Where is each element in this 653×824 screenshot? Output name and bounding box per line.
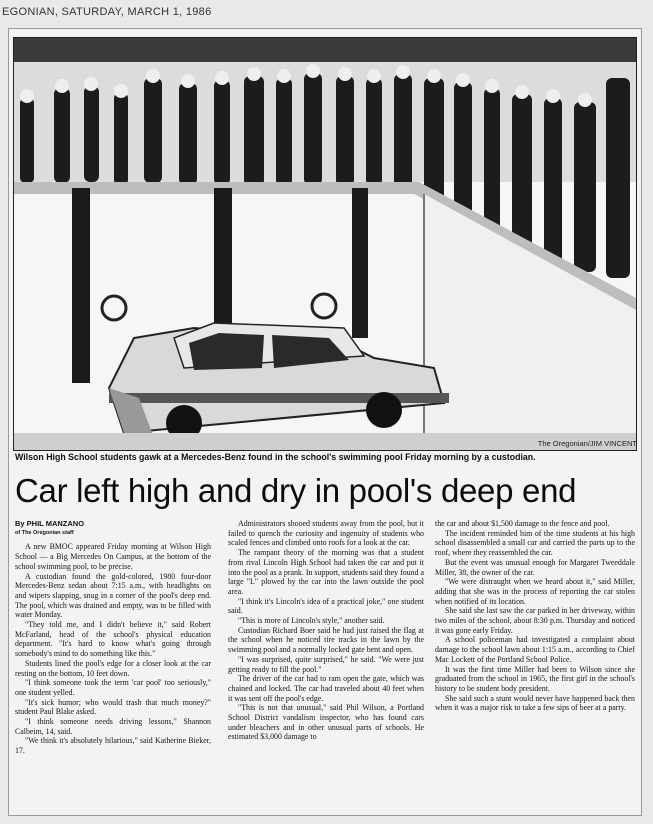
paragraph: "We think it's absolutely hilarious," said Katherine Bieker, 17. bbox=[15, 736, 211, 756]
paragraph: "I think it's Lincoln's idea of a practical joke," one student said. bbox=[228, 596, 424, 616]
paragraph: A custodian found the gold-colored, 1980 four-door Mercedes-Benz sedan about 7:15 a.m., with headlights on and wipers slapping, snug in a corner of the pool's deep end. The pool, which was drained and empty, was to be filled with water Monday. bbox=[15, 571, 211, 620]
paragraph: "They told me, and I didn't believe it," said Robert McFarland, head of the school's physical education department. "It's hard to know what's going through somebody's mind to do something like this." bbox=[15, 620, 211, 659]
paragraph: A new BMOC appeared Friday morning at Wilson High School — a Big Mercedes On Campus, at the bottom of the school swimming pool, to be precise. bbox=[15, 542, 211, 571]
paragraph: "This is not that unusual," said Phil Wilson, a Portland School District vandalism inspector, who has found cars under bleachers and in other unusual parts of schools. He estimated $3,000 damage to bbox=[228, 703, 424, 742]
paragraph: She said such a stunt would never have happened back then when it was a major risk to take a few sips of beer at a party. bbox=[435, 693, 635, 713]
paragraph: It was the first time Miller had been to Wilson since she graduated from the school in 1965, the first girl in the school's history to be student body president. bbox=[435, 664, 635, 693]
article-column-3 bbox=[435, 519, 635, 713]
photo-caption: Wilson High School students gawk at a Mercedes-Benz found in the school's swimming pool Friday morning by a custodian. bbox=[15, 452, 536, 462]
paragraph: Custodian Richard Boer said he had just raised the flag at the school when he noticed tire tracks in the lawn by the swimming pool and a normally locked gate bent and open. bbox=[228, 625, 424, 655]
paragraph: The incident reminded him of the time students at his high school disassembled a small car and carried the parts up to the roof, where they reassembled the car. bbox=[435, 528, 635, 558]
masthead: EGONIAN, SATURDAY, MARCH 1, 1986 bbox=[2, 6, 212, 18]
photo-illustration bbox=[14, 38, 636, 450]
paragraph: But the event was unusual enough for Margaret Tweeddale Miller, 38, the owner of the car. bbox=[435, 557, 635, 577]
paragraph: "I think someone needs driving lessons," Shannon Calbeim, 14, said. bbox=[15, 717, 211, 736]
paragraph: "We were distraught when we heard about it," said Miller, adding that she was in the process of reporting the car stolen when notified of its location. bbox=[435, 577, 635, 606]
photo-credit: The Oregonian/JIM VINCENT bbox=[537, 439, 637, 448]
paragraph: "I was surprised, quite surprised," he said. "We were just getting ready to fill the pool." bbox=[228, 654, 424, 674]
newspaper-page bbox=[8, 28, 642, 816]
paragraph: "It's sick humor; who would trash that much money?" student Paul Blake asked. bbox=[15, 697, 211, 717]
paragraph: "I think someone took the term 'car pool' too seriously," one student yelled. bbox=[15, 678, 211, 697]
paragraph: The rampant theory of the morning was that a student from rival Lincoln High School had taken the car and put it into the pool as a prank. In support, students said they found a large "L" plowed by the car into the lawn outside the pool area. bbox=[228, 548, 424, 596]
news-photo bbox=[13, 37, 637, 451]
article-column-1 bbox=[15, 519, 211, 756]
paragraph: A school policeman had investigated a complaint about damage to the school lawn about 1:15 a.m., according to Chief Mac Lockett of the Portland School Police. bbox=[435, 635, 635, 664]
paragraph: the car and about $1,500 damage to the fence and pool. bbox=[435, 519, 610, 528]
byline-affiliation: of The Oregonian staff bbox=[15, 529, 74, 536]
byline: By PHIL MANZANO bbox=[15, 519, 85, 528]
headline: Car left high and dry in pool's deep end bbox=[15, 472, 577, 509]
paragraph: "This is more of Lincoln's style," another said. bbox=[238, 616, 385, 626]
paragraph: Students lined the pool's edge for a closer look at the car resting on the bottom, 10 feet down. bbox=[15, 658, 211, 678]
article-column-2 bbox=[228, 519, 424, 742]
paragraph: She said she last saw the car parked in her driveway, within two miles of the school, about 8:30 p.m. Thursday and noticed it was gone early Friday. bbox=[435, 606, 635, 635]
paragraph: The driver of the car had to ram open the gate, which was chained and locked. The car had traveled about 40 feet when it was sent off the pool's edge. bbox=[228, 674, 424, 703]
paragraph: Administrators shooed students away from the pool, but it failed to quench the curiosity and ingenuity of students who scaled fences and climbed onto roofs for a look at the car. bbox=[228, 519, 424, 548]
